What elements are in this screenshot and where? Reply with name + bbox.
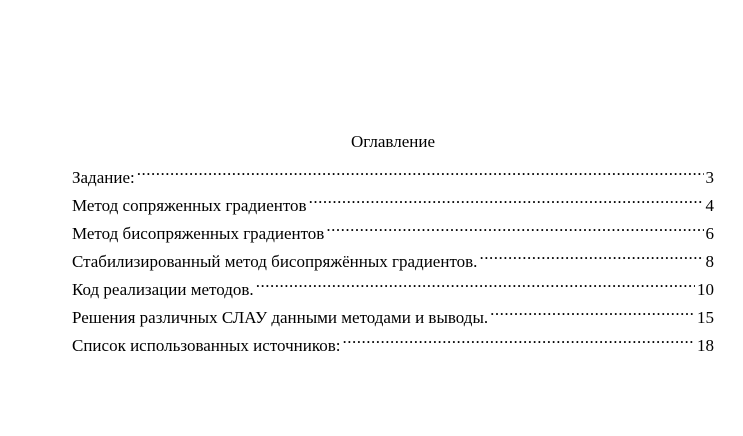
toc-entry-page: 8 (705, 252, 714, 271)
toc-entry-label: Список использованных источников: (72, 336, 341, 355)
toc-entry[interactable] (72, 184, 714, 215)
toc-entry-label: Код реализации методов. (72, 280, 254, 299)
toc-entry-page: 15 (697, 308, 714, 327)
toc-entry-page: 3 (705, 168, 714, 187)
toc-entry-label: Метод бисопряженных градиентов (72, 224, 325, 243)
toc-entry-label: Стабилизированный метод бисопряжённых градиентов. (72, 252, 478, 271)
toc-entry-label: Метод сопряженных градиентов (72, 196, 307, 215)
toc-dot-leader (256, 268, 695, 295)
toc-entry-page: 4 (705, 196, 714, 215)
toc-dot-leader (309, 184, 704, 211)
table-of-contents (72, 131, 714, 355)
toc-title: Оглавление (351, 132, 435, 151)
toc-entry-label: Задание: (72, 168, 135, 187)
toc-dot-leader (490, 296, 695, 323)
toc-dot-leader (137, 156, 704, 183)
toc-entry-page: 18 (697, 336, 714, 355)
toc-entry-label: Решения различных СЛАУ данными методами и выводы. (72, 308, 489, 327)
toc-dot-leader (326, 212, 703, 239)
toc-dot-leader (479, 240, 703, 267)
toc-dot-leader (342, 324, 695, 351)
toc-entry[interactable] (72, 156, 714, 187)
toc-entry-page: 10 (697, 280, 714, 299)
toc-entry-page: 6 (705, 224, 714, 243)
